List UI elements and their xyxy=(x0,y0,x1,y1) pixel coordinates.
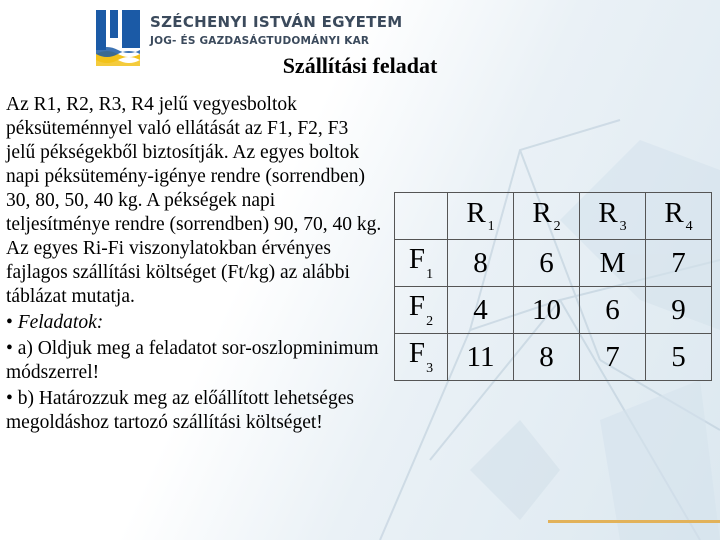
bullet-marker: • xyxy=(6,312,18,333)
table-corner-cell xyxy=(395,193,448,240)
column-header-r3: R $_3$ xyxy=(580,193,646,240)
table-row xyxy=(395,240,712,287)
table-cell: 7 xyxy=(646,240,712,287)
table-cell: 4 xyxy=(448,287,514,334)
table-cell: 10 xyxy=(514,287,580,334)
logo-title: SZÉCHENYI ISTVÁN EGYETEM xyxy=(150,13,403,31)
column-header-r4: R $_4$ xyxy=(646,193,712,240)
table-cell: 6 xyxy=(514,240,580,287)
table-cell: 8 xyxy=(514,334,580,381)
row-header-f3: $F_3$ xyxy=(395,334,448,381)
tasks-label: Feladatok: xyxy=(17,312,104,333)
table-cell: 7 xyxy=(580,334,646,381)
table-cell: 6 xyxy=(580,287,646,334)
row-header-f1: $F_1$ xyxy=(395,240,448,287)
tasks-bullet xyxy=(6,311,382,335)
table-cell: 11 xyxy=(448,334,514,381)
row-header-f2: $F_2$ xyxy=(395,287,448,334)
accent-line xyxy=(548,520,720,523)
table-cell: M xyxy=(580,240,646,287)
task-a-bullet: • a) Oldjuk meg a feladatot sor-oszlopminimum módszerrel! xyxy=(6,338,379,383)
problem-paragraph: Az R1, R2, R3, R4 jelű vegyesboltok péksüteménnyel való ellátását az F1, F2, F3 jelű pékségekből biztosítják. Az egyes boltok napi péksütemény-igénye rendre (sorrendben) 30, 80, 50, 40 kg. A pékségek napi teljesítménye rendre (sorrendben) 90, 70, 40 kg. Az egyes Ri-Fi viszonylatokban érvényes fajlagos szállítási költséget (Ft/kg) az alábbi táblázat mutatja. xyxy=(6,94,382,307)
column-header-r1: R $_1$ xyxy=(448,193,514,240)
table-row xyxy=(395,287,712,334)
table-row xyxy=(395,334,712,381)
column-header-r2: R $_2$ xyxy=(514,193,580,240)
table-cell: 8 xyxy=(448,240,514,287)
logo-subtitle: JOG- ÉS GAZDASÁGTUDOMÁNYI KAR xyxy=(150,35,370,47)
table-cell: 9 xyxy=(646,287,712,334)
slide-body xyxy=(6,93,382,435)
slide-title: Szállítási feladat xyxy=(282,53,438,78)
table-header-row xyxy=(395,193,712,240)
cost-table xyxy=(394,192,712,381)
task-b-bullet: • b) Határozzuk meg az előállított lehetséges megoldáshoz tartozó szállítási költséget! xyxy=(6,388,354,433)
table-cell: 5 xyxy=(646,334,712,381)
